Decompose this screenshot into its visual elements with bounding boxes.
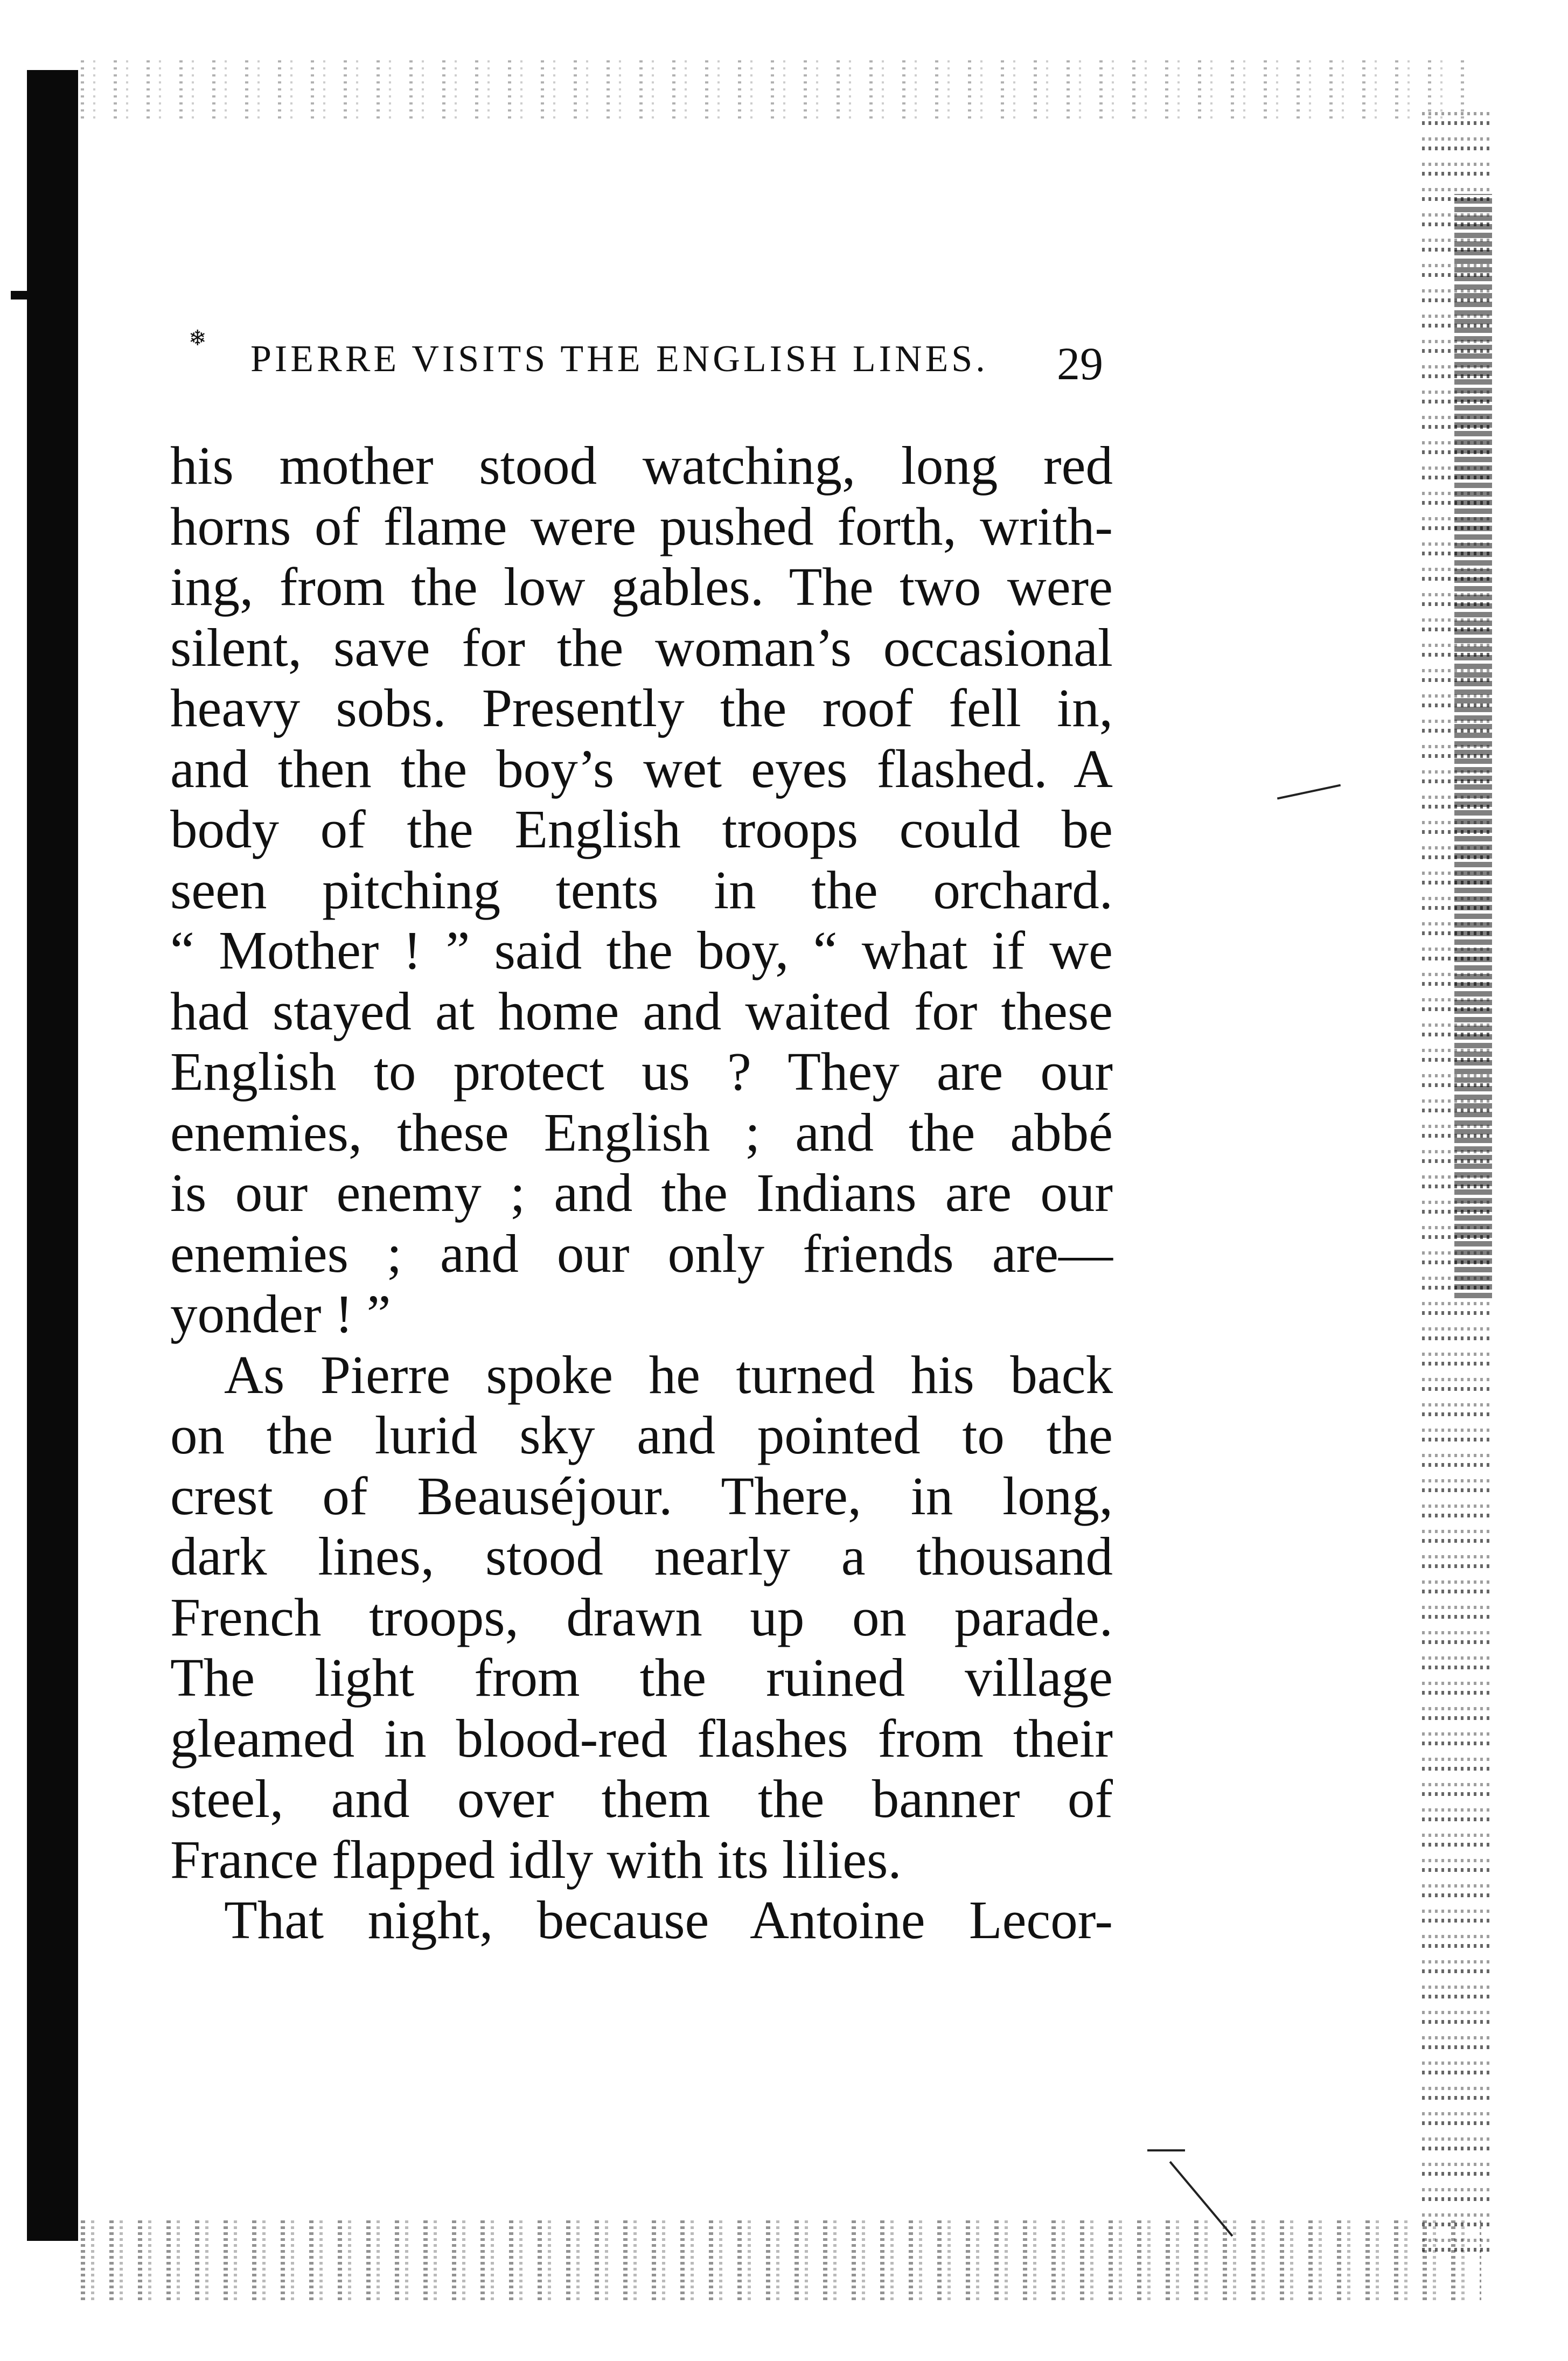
text-line: yonder ! ” [170,1284,391,1344]
scan-noise-bottom [81,2219,1481,2300]
paragraph-first-line: That night, because Antoine Lecor- [224,1890,1113,1950]
text-line: English to protect us ? They are our [170,1041,1113,1102]
text-line: “ Mother ! ” said the boy, “ what if we [170,920,1113,980]
text-line: ing, from the low gables. The two were [170,556,1113,617]
text-line: gleamed in blood-red flashes from their [170,1708,1113,1768]
text-line: body of the English troops could be [170,799,1113,859]
text-line: horns of flame were pushed forth, writh- [170,496,1113,556]
text-line: The light from the ruined village [170,1647,1113,1708]
binding-mark [11,291,27,300]
scan-noise-right-dark [1454,194,1492,1298]
text-line: crest of Beauséjour. There, in long, [170,1465,1113,1526]
text-line: is our enemy ; and the Indians are our [170,1162,1113,1223]
header-ornament-mark: ❄ [189,326,207,350]
text-line: enemies ; and our only friends are— [170,1223,1113,1284]
text-line: French troops, drawn up on parade. [170,1586,1113,1647]
running-header [250,340,1166,378]
scan-scratch [1147,2149,1185,2151]
text-line: on the lurid sky and pointed to the [170,1405,1113,1465]
running-header-title: PIERRE VISITS THE ENGLISH LINES. [250,338,988,380]
paragraph-first-line: As Pierre spoke he turned his back [224,1344,1113,1405]
scan-noise-top [81,59,1471,119]
text-line: heavy sobs. Presently the roof fell in, [170,678,1113,738]
page-number: 29 [1057,338,1103,389]
text-line: dark lines, stood nearly a thousand [170,1526,1113,1586]
scan-scratch [1277,784,1341,800]
text-line: his mother stood watching, long red [170,435,1113,496]
text-line: seen pitching tents in the orchard. [170,859,1113,920]
text-line: France flapped idly with its lilies. [170,1829,902,1890]
text-line: had stayed at home and waited for these [170,980,1113,1041]
binding-edge [27,70,78,2241]
text-line: steel, and over them the banner of [170,1768,1113,1829]
text-line: and then the boy’s wet eyes flashed. A [170,738,1113,799]
text-line: silent, save for the woman’s occasional [170,617,1113,678]
text-line: enemies, these English ; and the abbé [170,1102,1113,1162]
body-text [170,435,1113,1951]
